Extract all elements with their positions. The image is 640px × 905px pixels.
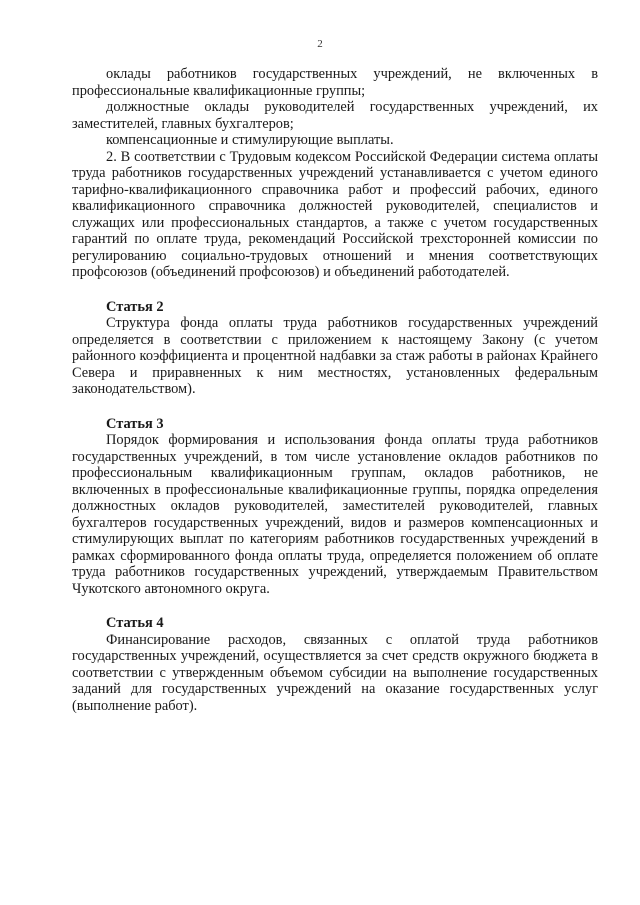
paragraph-labor-code: 2. В соответствии с Трудовым кодексом Российской Федерации система оплаты труда работников государственных учреждений устанавливается с учетом единого тарифно-квалификационного справочника работ и профессий рабочих, единого квалификационного справочника должностей руководителей, специалистов и служащих или профессиональных стандартов, а также с учетом государственных гарантий по оплате труда, рекомендаций Российской трехсторонней комиссии по регулированию социально-трудовых отношений и мнения соответствующих профсоюзов (объединений профсоюзов) и объединений работодателей. bbox=[72, 148, 598, 280]
page-number: 2 bbox=[317, 38, 323, 50]
article-3-text: Порядок формирования и использования фонда оплаты труда работников государственных учреждений, в том числе установление окладов работников по профессиональным квалификационным группам, окладов работников, не включенных в профессиональные квалификационные группы, порядка определения должностных окладов руководителей, заместителей руководителей, главных бухгалтеров государственных учреждений, видов и размеров компенсационных и стимулирующих выплат по категориям работников государственных учреждений в рамках сформированного фонда оплаты труда, определяется положением об оплате труда работников государственных учреждений, утверждаемым Правительством Чукотского автономного округа. bbox=[72, 432, 598, 597]
article-4-heading: Статья 4 bbox=[106, 615, 164, 631]
paragraph-compensation: компенсационные и стимулирующие выплаты. bbox=[106, 132, 394, 148]
document-body bbox=[72, 66, 598, 714]
article-3-heading: Статья 3 bbox=[106, 415, 164, 432]
article-2-heading: Статья 2 bbox=[106, 298, 164, 315]
article-2-text: Структура фонда оплаты труда работников государственных учреждений определяется в соответствии с приложением к настоящему Закону (с учетом районного коэффициента и процентной надбавки за стаж работы в районах Крайнего Севера и приравненных к ним местностях, установленных федеральным законодательством). bbox=[72, 315, 598, 397]
article-4-text: Финансирование расходов, связанных с оплатой труда работников государственных учреждений, осуществляется за счет средств окружного бюджета в соответствии с утвержденным объемом субсидии на выполнение государственных заданий для государственных учреждений на оказание государственных услуг (выполнение работ). bbox=[72, 631, 598, 714]
paragraph-manager-salaries: должностные оклады руководителей государственных учреждений, их заместителей, главных бухгалтеров; bbox=[72, 99, 598, 132]
paragraph-salaries-non-included: оклады работников государственных учреждений, не включенных в профессиональные квалификационные группы; bbox=[72, 66, 598, 99]
